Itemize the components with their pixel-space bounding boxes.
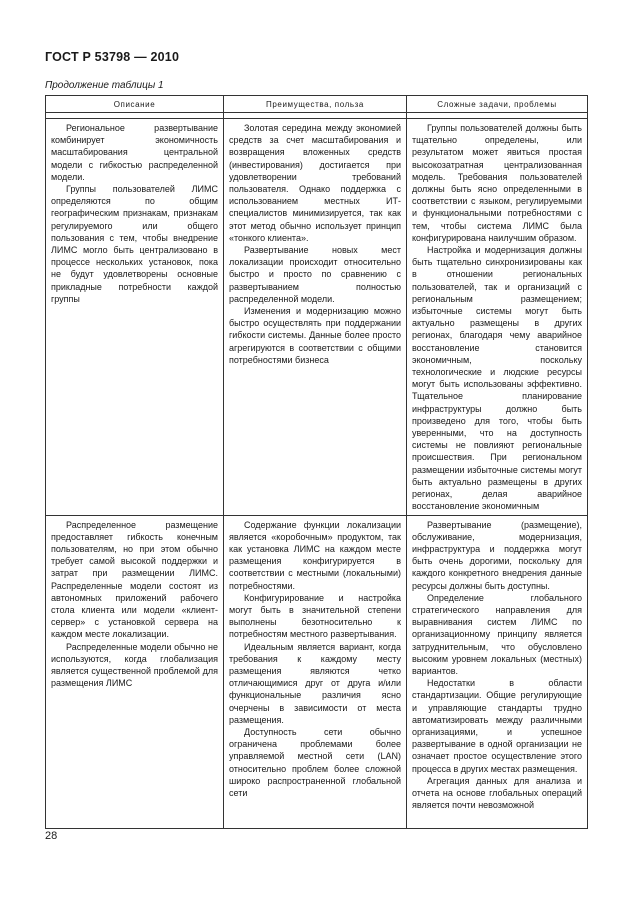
paragraph: Изменения и модернизацию можно быстро осуществлять при поддержании гибкости системы. Данные более просто агрегируются в соответствии с общими потребностями бизнеса (229, 306, 401, 365)
page-number: 28 (45, 830, 58, 842)
comparison-table (45, 95, 588, 829)
table-row-regional (46, 119, 588, 516)
paragraph: Определение глобального стратегического направления для выравнивания систем ЛИМС по организационному принципу является затруднительным, что обусловлено высоким уровнем локальных (местных) вариантов. (412, 592, 582, 676)
cell-description-regional (46, 119, 224, 516)
paragraph: Конфигурирование и настройка могут быть в значительной степени выполнены безотносительно к потребностям местного развертывания. (229, 592, 401, 640)
paragraph: Настройка и модернизация должны быть тщательно синхронизированы как в отношении региональных пользователей, так и организаций с региональным размещением; избыточные системы могут быть актуально размещены в других регионах, благодаря чему аварийное восстановление становится экономичным, поскольку технологические и людские ресурсы могут быть использованы эффективно. Тщательное планирование инфраструктуры должно быть произведено для того, чтобы быть уверенными, что на доступность системы не повлияют региональные происшествия. При региональном размещении избыточные системы могут быть актуально размещены в других регионах, делая аварийное восстановление экономичным (412, 245, 582, 512)
table-header-row (46, 96, 588, 113)
paragraph: Развертывание (размещение), обслуживание, модернизация, инфраструктура и поддержка могут быть очень дорогими, поскольку для каждого конкретного внедрения данные ресурсы должны быть доступны. (412, 519, 582, 591)
cell-challenges-regional (407, 119, 588, 516)
paragraph: Распределенное размещение предоставляет гибкость конечным пользователям, но при этом обычно требует самой высокой поддержки и затрат при размещении ЛИМС. Распределенные модели состоят из автономных приложений рабочего стола клиента или модели «клиент-сервер» с установкой сервера на каждом месте локализации. (51, 519, 218, 640)
paragraph: Недостатки в области стандартизации. Общие регулирующие и управляющие стандарты трудно автоматизировать между различными организациями, и успешное развертывание в одной организации не означает простое осуществление этого процесса в других местах размещения. (412, 678, 582, 774)
paragraph: Содержание функции локализации является «коробочным» продуктом, так как установка ЛИМС на каждом месте размещения конфигурируется в соответствии с местными (локальными) потребностями. (229, 519, 401, 591)
document-header: ГОСТ Р 53798 — 2010 (45, 50, 180, 64)
table-continuation-caption: Продолжение таблицы 1 (45, 80, 164, 91)
paragraph: Развертывание новых мест локализации происходит относительно быстро и просто по сравнению с развертыванием полностью распределенной модели. (229, 245, 401, 304)
paragraph: Группы пользователей должны быть тщательно определены, или результатом может явиться простая высокозатратная централизованная модель. Требования пользователей должны быть ясно определенными в соответствии с языком, регулируемыми и функциональными потребностями с тем, чтобы система ЛИМС была конфигурирована наилучшим образом. (412, 123, 582, 243)
table-row-distributed (46, 515, 588, 828)
column-header-benefits: Преимущества, польза (224, 96, 407, 113)
cell-description-distributed (46, 515, 224, 828)
paragraph: Агрегация данных для анализа и отчета на основе глобальных операций является почти невозможной (412, 775, 582, 811)
paragraph: Идеальным является вариант, когда требования к каждому месту размещения являются четко отличающимися друг от друга и/или функциональные различия ясно очерчены в зависимости от места размещения. (229, 641, 401, 725)
paragraph: Доступность сети обычно ограничена проблемами более управляемой местной сети (LAN) относительно проблем более сложной широко распространенной глобальной сети (229, 726, 401, 798)
cell-benefits-distributed (224, 515, 407, 828)
cell-challenges-distributed (407, 515, 588, 828)
paragraph: Группы пользователей ЛИМС определяются по общим географическим признакам, признакам регулируемого или общего пользования с тем, чтобы внедрение ЛИМС могло быть централизовано в процессе нескольких установок, пока не будут удовлетворены основные прикладные потребности каждой группы (51, 184, 218, 304)
paragraph: Региональное развертывание комбинирует экономичность масштабирования центральной модели с гибкостью распределенной модели. (51, 123, 218, 182)
column-header-challenges: Сложные задачи, проблемы (407, 96, 588, 113)
paragraph: Золотая середина между экономией средств за счет масштабирования и возвращения вложенных средств (инвестирования) достигается при удовлетворении требований пользователя. Однако поддержка с использованием местных ИТ-специалистов минимизируется, так как этот метод обычно использует принцип «тонкого клиента». (229, 123, 401, 243)
cell-benefits-regional (224, 119, 407, 516)
column-header-description: Описание (46, 96, 224, 113)
paragraph: Распределенные модели обычно не используются, когда глобализация является существенной проблемой для размещения ЛИМС (51, 641, 218, 689)
